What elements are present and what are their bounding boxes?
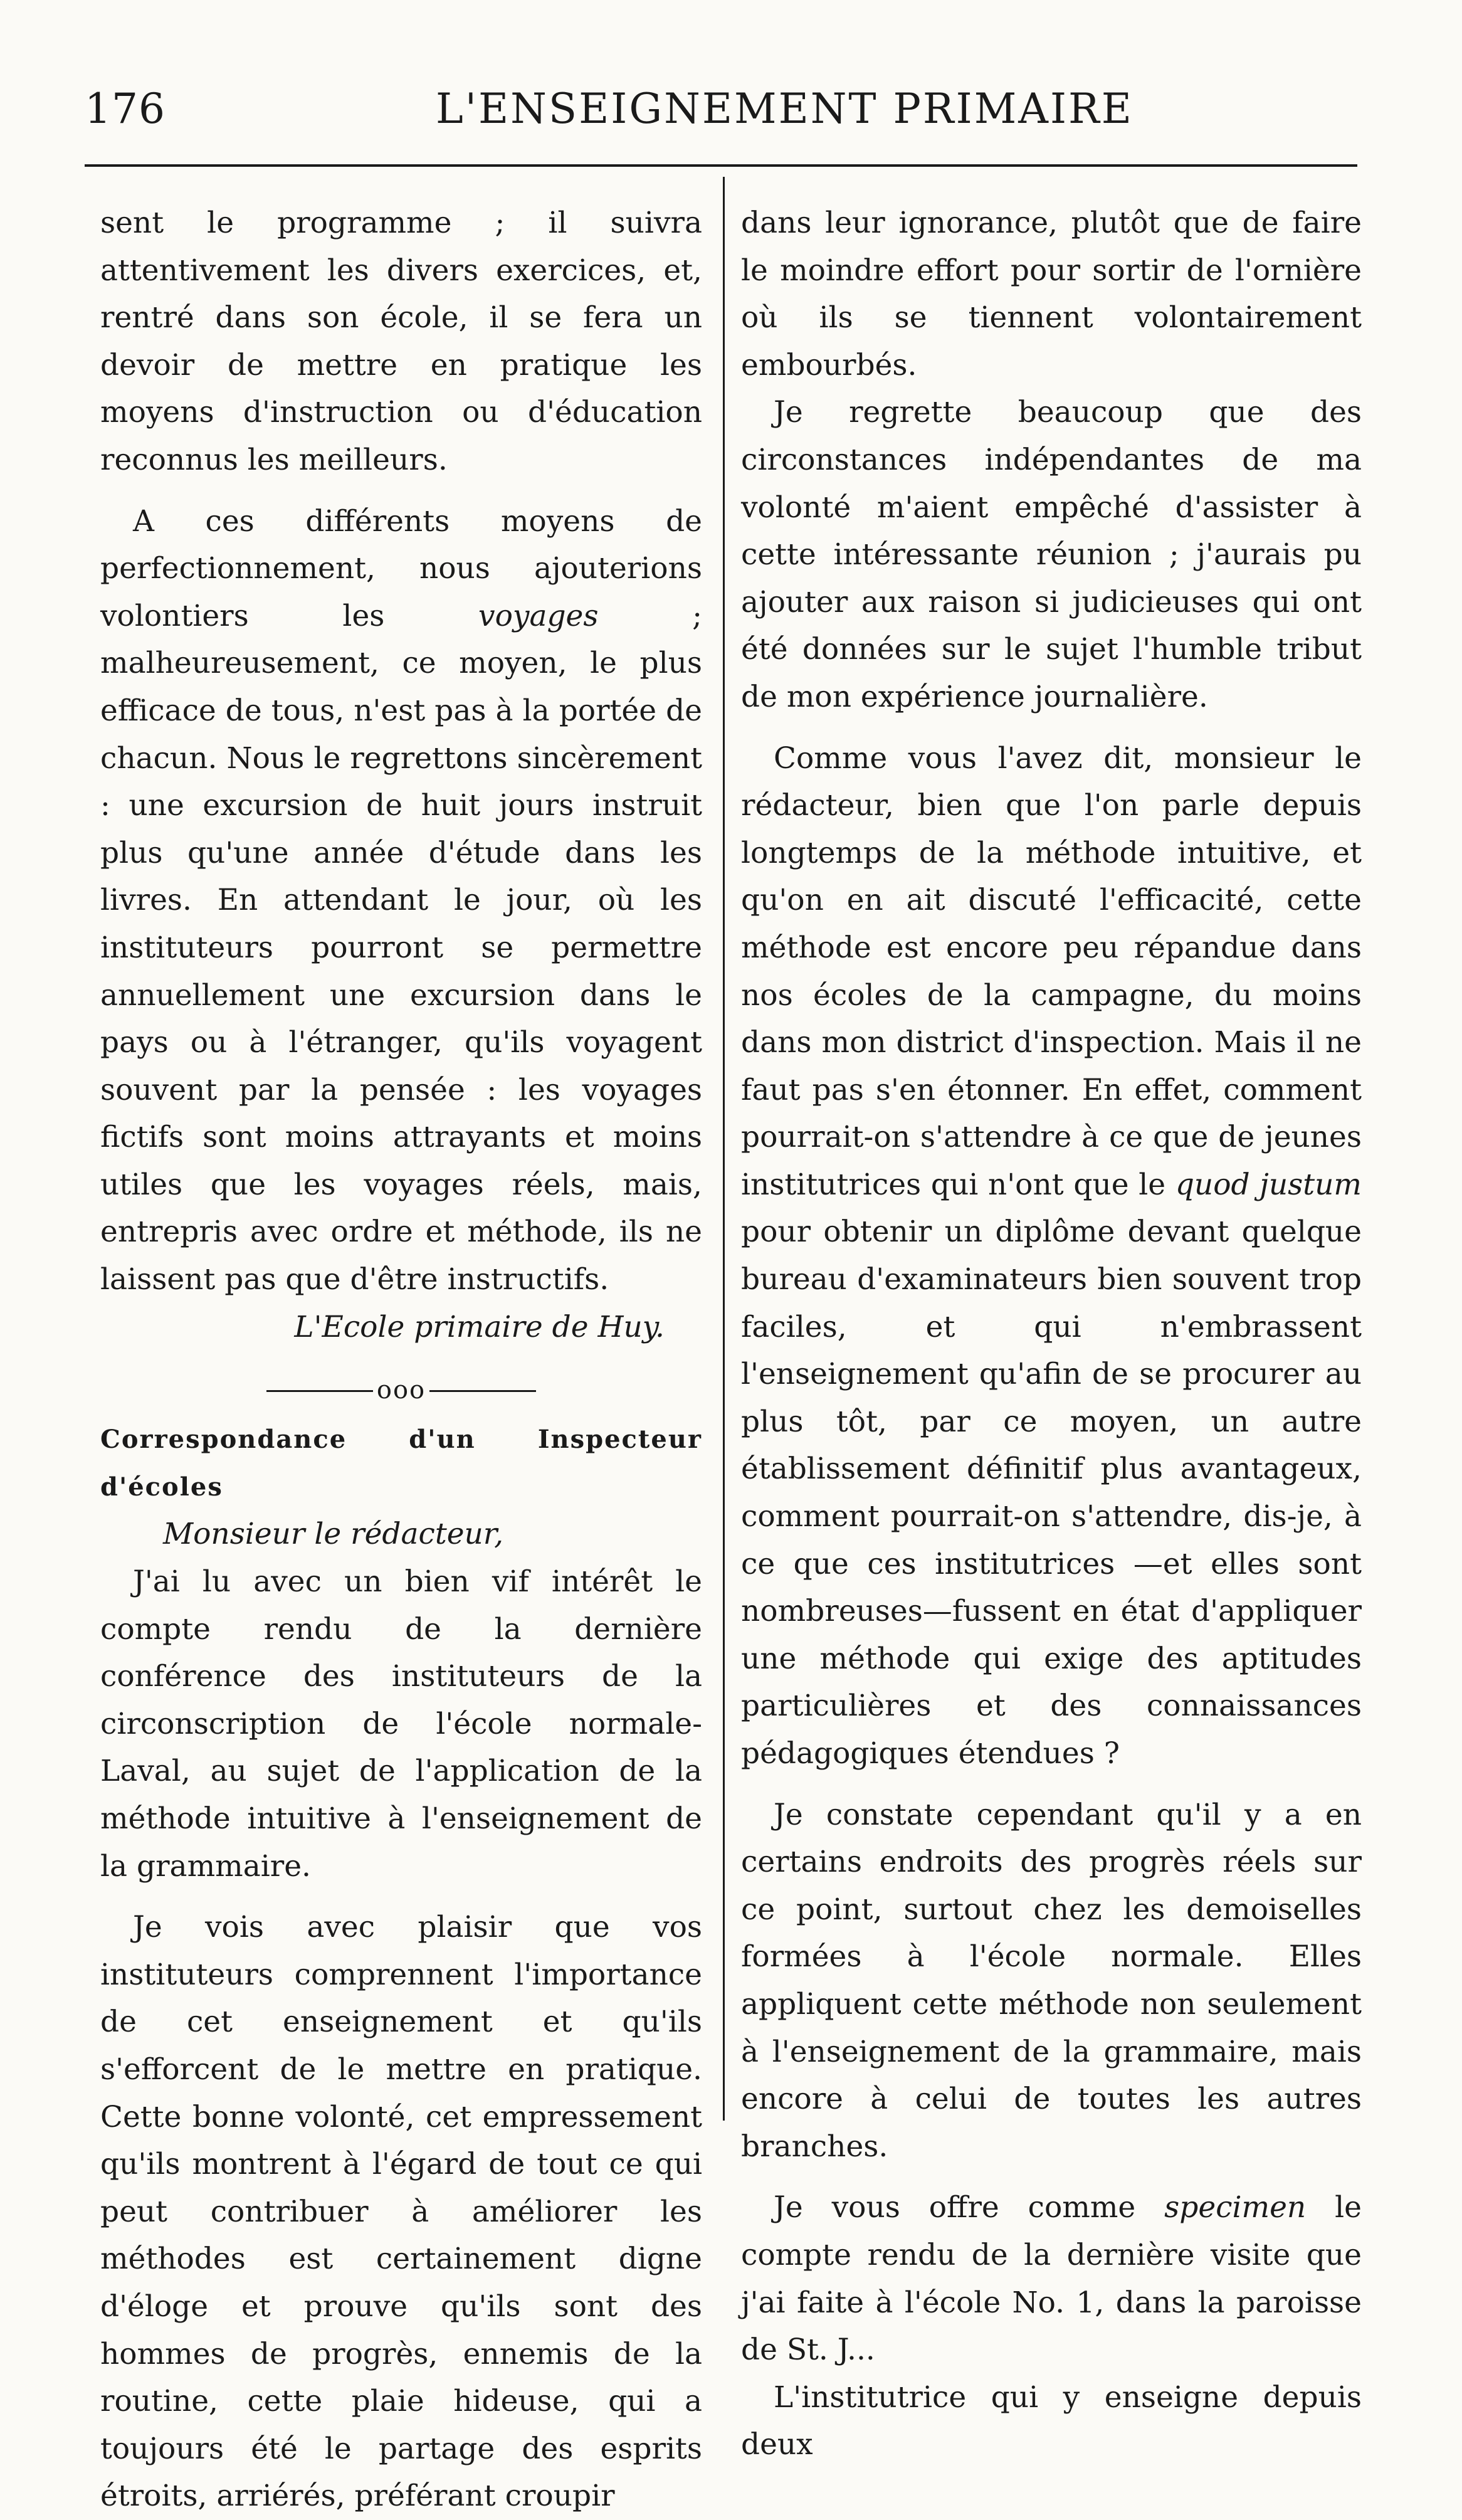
section-divider — [100, 1372, 702, 1410]
paragraph: sent le programme ; il suivra attentivement les divers exercices, et, rentré dans son école, il se fera un devoir de mettre en pratique les moyens d'instruction ou d'éducation reconnus les meilleurs. — [100, 206, 702, 477]
page-header — [85, 85, 1357, 147]
paragraph — [100, 498, 702, 1304]
divider-ornament: ooo — [376, 1376, 426, 1405]
divider-line — [266, 1390, 373, 1392]
left-column — [100, 199, 702, 2520]
text-run: pour obtenir un diplôme devant quelque bureau d'examinateurs bien souvent trop faciles, et qui n'embrassent l'enseignement qu'afin de se procurer au plus tôt, par ce moyen, un autre établissement définitif plus avantageux, comment pourrait-on s'attendre, dis-je, à ce que ces institutrices —et elles sont nombreuses—fussent en état d'appliquer une méthode qui exige des aptitudes particulières et des connaissances pédagogiques étendues ? — [741, 1215, 1362, 1771]
column-rule — [723, 177, 725, 2121]
paragraph — [741, 735, 1362, 1778]
italic-text: specimen — [1164, 2190, 1307, 2225]
italic-text: voyages — [478, 598, 599, 633]
running-title: L'ENSEIGNEMENT PRIMAIRE — [436, 85, 1133, 133]
divider-line — [429, 1390, 536, 1392]
text-run: ; malheureusement, ce moyen, le plus efficace de tous, n'est pas à la portée de chacun. Nous le regrettons sincèrement : une excursion de huit jours instruit plus qu'une année d'étude dans les livres. En attendant le jour, où les instituteurs pourront se permettre annuellement une excursion dans le pays ou à l'étranger, qu'ils voyagent souvent par la pensée : les voyages fictifs sont moins attrayants et moins utiles que les voyages réels, mais, entrepris avec ordre et méthode, ils ne laissent pas que d'être instructifs. — [100, 598, 702, 1297]
article-signature: L'Ecole primaire de Huy. — [294, 1309, 665, 1344]
right-column — [741, 199, 1362, 2469]
header-rule — [85, 164, 1357, 167]
text-run: A ces différents moyens de perfectionnement, nous ajouterions volontiers les — [100, 503, 702, 633]
text-run: Je vous offre comme — [774, 2190, 1165, 2225]
salutation: Monsieur le rédacteur, — [163, 1517, 504, 1552]
paragraph — [741, 2184, 1362, 2373]
paragraph: Je regrette beaucoup que des circonstances indépendantes de ma volonté m'aient empêché d'assister à cette intéressante réunion ; j'aurais pu ajouter aux raison si judicieuses qui ont été données sur le sujet l'humble tribut de mon expérience journalière. — [741, 395, 1362, 714]
paragraph: Je constate cependant qu'il y a en certains endroits des progrès réels sur ce point, surtout chez les demoiselles formées à l'école normale. Elles appliquent cette méthode non seulement à l'enseignement de la grammaire, mais encore à celui de toutes les autres branches. — [741, 1797, 1362, 2164]
page-number: 176 — [85, 85, 166, 133]
text-run: Comme vous l'avez dit, monsieur le rédacteur, bien que l'on parle depuis longtemps de la méthode intuitive, et qu'on en ait discuté l'efficacité, cette méthode est encore peu répandue dans nos écoles de la campagne, du moins dans mon district d'inspection. Mais il ne faut pas s'en étonner. En effet, comment pourrait-on s'attendre à ce que de jeunes institutrices qui n'ont que le — [741, 741, 1362, 1202]
paragraph: dans leur ignorance, plutôt que de faire le moindre effort pour sortir de l'ornière où ils se tiennent volontairement embourbés. — [741, 206, 1362, 382]
paragraph: J'ai lu avec un bien vif intérêt le compte rendu de la dernière conférence des instituteurs de la circonscription de l'école normale-Laval, au sujet de l'application de la méthode intuitive à l'enseignement de la grammaire. — [100, 1564, 702, 1884]
italic-text: quod justum — [1175, 1167, 1362, 1202]
text-run: le compte rendu de la dernière visite que j'ai faite à l'école No. 1, dans la paroisse de St. J... — [741, 2190, 1362, 2368]
section-heading: Correspondance d'un Inspecteur d'écoles — [100, 1425, 702, 1502]
paragraph: Je vois avec plaisir que vos instituteurs comprennent l'importance de cet enseignement et qu'ils s'efforcent de le mettre en pratique. Cette bonne volonté, cet empressement qu'ils montrent à l'égard de tout ce qui peut contribuer à améliorer les méthodes est certainement digne d'éloge et prouve qu'ils sont des hommes de progrès, ennemis de la routine, cette plaie hideuse, qui a toujours été le partage des esprits étroits, arriérés, préférant croupir — [100, 1910, 702, 2514]
paragraph: L'institutrice qui y enseigne depuis deux — [741, 2380, 1362, 2462]
